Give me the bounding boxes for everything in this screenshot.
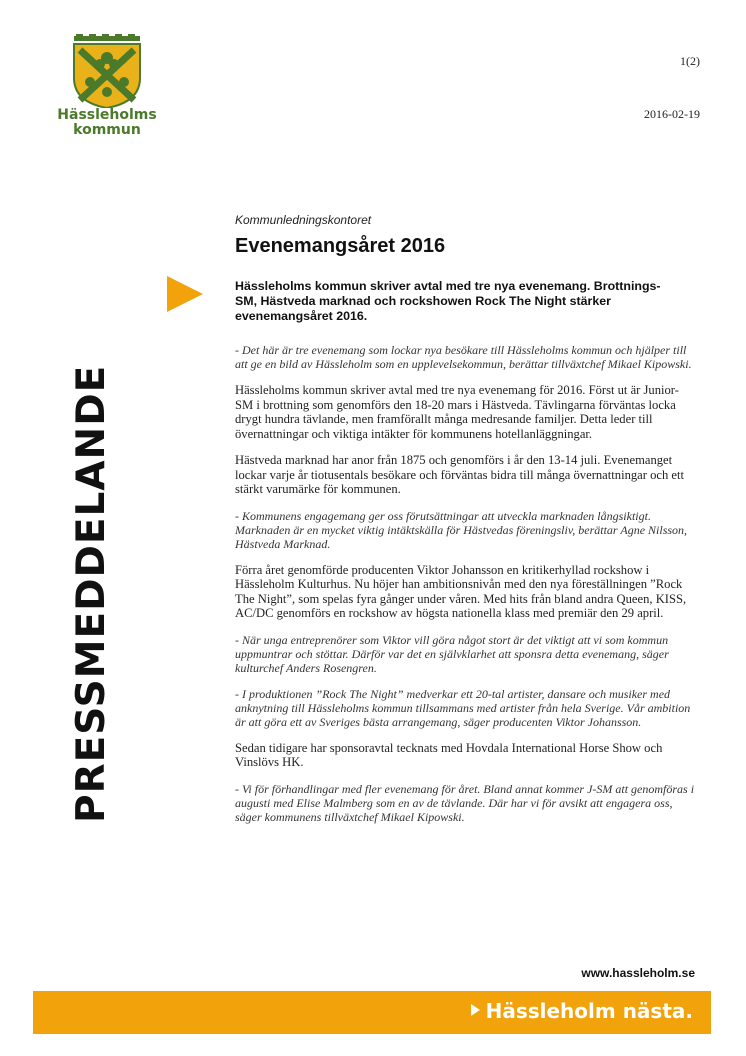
body-paragraph: Sedan tidigare har sponsoravtal tecknats med Hovdala International Horse Show och Vinslövs HK. (235, 740, 663, 769)
footer-banner (33, 991, 711, 1034)
quote-paragraph: - Vi för förhandlingar med fler evenemang för året. Bland annat kommer J-SM att genomföras i augusti med Elise Malmberg som en av de tävlande. Där har vi för avsikt att engagera oss, säger kommunens tillväxtchef Mikael Kipowski. (235, 781, 695, 824)
website-link[interactable]: www.hassleholm.se (581, 966, 695, 980)
body-paragraph: Hästveda marknad har anor från 1875 och genomförs i år den 13-14 juli. Evenemanget lockar varje år tiotusentals besökare och förväntas bidra till många övernattningar och ett stärkt varumärke för kommunen. (235, 453, 685, 496)
page-number: 1(2) (680, 54, 700, 68)
body-paragraph: Hässleholms kommun skriver avtal med tre nya evenemang för 2016. Först ut är Junior-SM i brottning som genomförs den 18-20 mars i Hästveda. Tävlingarna förväntas locka drygt hundra tävlande, men framförallt många medresande familjer. Detta leder till övernattningar och viktiga intäkter för kommunens hotellanläggningar. (235, 383, 679, 441)
article-title: Evenemangsåret 2016 (235, 235, 446, 257)
document-date: 2016-02-19 (644, 107, 700, 121)
orange-arrow-icon (167, 276, 203, 312)
org-name-line2: kommun (73, 122, 141, 138)
play-triangle-icon (471, 1004, 480, 1016)
municipality-name (52, 108, 162, 138)
article-body (235, 343, 695, 836)
quote-paragraph: - När unga entreprenörer som Viktor vill göra något stort är det viktigt att vi som kommun uppmuntrar och stöttar. Därför var det en självklarhet att sponsra detta evenemang, säger kulturchef Anders Rosengren. (235, 632, 669, 675)
org-name-line1: Hässleholms (57, 107, 157, 123)
body-paragraph: Förra året genomförde producenten Viktor Johansson en kritikerhyllad rockshow i Hässleholm Kulturhus. Nu höjer han ambitionsnivån med den nya föreställningen ”Rock The Night”, som spelas fyra gånger under våren. Med hits från bland andra Queen, KISS, AC/DC genomförs en rockshow av högsta nationella klass med premiär den 29 april. (235, 562, 687, 620)
footer-tagline (471, 999, 693, 1023)
quote-paragraph: - Det här är tre evenemang som lockar nya besökare till Hässleholms kommun och hjälper till att ge en bild av Hässleholm som en upplevelsekommun, berättar tillväxtchef Mikael Kipowski. (235, 343, 692, 371)
quote-paragraph: - I produktionen ”Rock The Night” medverkar ett 20-tal artister, dansare och musiker med anknytning till Hässleholms kommun tillsammans med artister från hela Sverige. Vår ambition är att göra ett av Sveriges bästa arrangemang, säger producenten Viktor Johansson. (235, 686, 691, 729)
article-lead: Hässleholms kommun skriver avtal med tre nya evenemang. Brottnings-SM, Hästveda marknad och rockshowen Rock The Night stärker evenemangsåret 2016. (235, 279, 661, 323)
quote-paragraph: - Kommunens engagemang ger oss förutsättningar att utveckla marknaden långsiktigt. Marknaden är en mycket viktig intäktskälla för Hästvedas föreningsliv, berättar Agne Nilsson, Hästveda Marknad. (235, 508, 688, 551)
tagline-text: Hässleholm nästa. (485, 999, 693, 1023)
press-release-side-label: PRESSMEDDELANDE (69, 364, 114, 823)
department-label: Kommunledningskontoret (235, 213, 372, 227)
